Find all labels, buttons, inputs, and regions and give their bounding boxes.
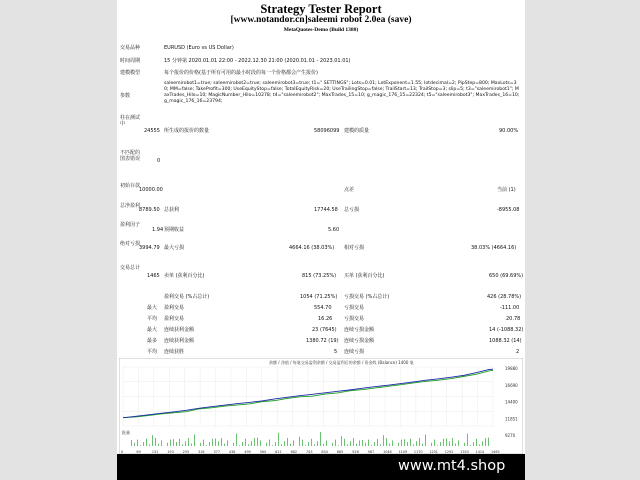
maximal-profit-label: 连续获利金额 — [164, 338, 195, 344]
lot-bar — [254, 438, 255, 446]
x-tick-label: 1292 — [444, 450, 454, 454]
lot-bar — [347, 444, 348, 446]
y-tick-label: 16690 — [505, 382, 518, 388]
max-drawdown-label: 最大亏损 — [164, 245, 185, 251]
mismatch-label: 不匹配的图表错误 — [120, 150, 141, 162]
lot-bar — [476, 439, 477, 446]
lot-bar — [335, 440, 336, 446]
lot-bar — [215, 438, 216, 446]
lot-bar — [437, 445, 438, 446]
lot-label: 批量 — [122, 430, 130, 435]
profit-trades-label: 盈利交易 (%占总计) — [164, 294, 210, 300]
lot-bar — [326, 440, 327, 446]
largest-loss-value: -111.00 — [500, 305, 520, 311]
lot-bar — [239, 445, 240, 446]
lot-bar — [458, 440, 459, 446]
largest-profit-value: 554.70 — [314, 305, 332, 311]
lot-bar — [422, 444, 423, 446]
lot-bar — [482, 441, 483, 446]
lot-bar — [290, 444, 291, 446]
lot-bar — [179, 439, 180, 446]
drawdown-label: 绝对亏损 — [120, 241, 141, 247]
largest-label: 最大 — [147, 305, 158, 311]
x-tick-label: 560 — [259, 450, 267, 454]
lot-bar — [287, 438, 288, 446]
lot-bar — [185, 441, 186, 446]
lot-bar — [419, 438, 420, 446]
lot-bar — [386, 438, 387, 446]
lot-bar — [152, 435, 153, 446]
x-tick-label: 987 — [367, 450, 375, 454]
lot-bar — [416, 441, 417, 446]
lot-bar — [281, 444, 282, 446]
largest-loss-label: 亏损交易 — [344, 305, 365, 311]
avg-cons-label: 平均 — [147, 349, 158, 355]
max-cons-wins-value: 23 (7645) — [312, 327, 337, 333]
mismatch-value: 0 — [157, 158, 161, 164]
lot-bar — [362, 440, 363, 446]
lot-bar — [449, 441, 450, 446]
x-tick-label: 377 — [213, 450, 220, 454]
lot-bar — [158, 444, 159, 446]
lot-bar — [308, 442, 309, 446]
lot-bar — [488, 438, 489, 446]
lot-bar — [173, 439, 174, 446]
max-cons-label: 最大 — [147, 327, 158, 333]
lot-bar — [209, 442, 210, 446]
profit-trades-value: 1054 (71.25%) — [300, 294, 338, 300]
rel-drawdown-value: 38.03% (4664.16) — [471, 245, 517, 251]
long-label: 买单 (获利百分比) — [344, 273, 385, 279]
lot-bar — [455, 444, 456, 446]
lot-bar — [302, 440, 303, 446]
lot-bar — [140, 445, 141, 446]
lot-bar — [341, 436, 342, 446]
y-tick-label: 9270 — [505, 433, 516, 438]
lot-bar — [473, 442, 474, 446]
avg-loss-value: 20.78 — [506, 316, 521, 322]
x-tick-label: 69 — [136, 450, 141, 454]
x-tick-label: 1048 — [383, 450, 392, 454]
trades-value: 1465 — [147, 273, 160, 279]
gross-loss-value: -8955.08 — [497, 207, 520, 213]
lot-bar — [182, 444, 183, 446]
lot-bar — [407, 442, 408, 446]
lot-bar — [149, 444, 150, 446]
report-title: Strategy Tester Report — [260, 2, 382, 16]
x-tick-label: 1109 — [398, 450, 408, 454]
avg-cons-wins-label: 连续获胜 — [164, 349, 185, 355]
y-tick-label: 14400 — [505, 399, 518, 405]
lot-bar — [443, 439, 444, 446]
lot-bar — [305, 445, 306, 446]
lot-bar — [344, 439, 345, 446]
lot-bar — [431, 443, 432, 446]
lot-bar — [374, 442, 375, 446]
lot-bar — [155, 438, 156, 446]
avg-cons-losses-value: 2 — [516, 349, 520, 355]
avg-profit-value: 16.26 — [318, 316, 333, 322]
y-tick-label: 19880 — [505, 366, 518, 371]
x-tick-label: 1465 — [491, 450, 500, 454]
x-tick-label: 743 — [306, 450, 313, 454]
lot-bar — [365, 443, 366, 446]
lot-bar — [170, 440, 171, 446]
lot-bar — [425, 434, 426, 446]
lot-bar — [398, 443, 399, 446]
maximal-loss-label: 连续亏损金额 — [344, 338, 375, 344]
gross-profit-label: 总获利 — [164, 207, 180, 213]
lot-bar — [248, 444, 249, 446]
lot-bar — [272, 445, 273, 446]
maximal-label: 最多 — [147, 338, 158, 344]
lot-bar — [194, 434, 195, 446]
lot-bar — [218, 441, 219, 446]
max-cons-wins-label: 连续获利金额 — [164, 327, 195, 333]
quality-label: 建模的质量 — [344, 128, 370, 134]
lot-bar — [227, 440, 228, 446]
x-tick-label: 316 — [198, 450, 205, 454]
lot-bar — [278, 433, 279, 446]
y-tick-label: 11851 — [505, 416, 518, 422]
expected-value: 5.60 — [328, 227, 340, 233]
symbol-value: EURUSD (Euro vs US Dollar) — [164, 45, 234, 51]
lot-bar — [284, 441, 285, 446]
profit-value: 8789.50 — [139, 207, 160, 213]
maximal-profit-value: 1380.72 (19) — [306, 338, 339, 344]
lot-bar — [134, 443, 135, 446]
lot-bar — [446, 438, 447, 446]
deposit-label: 初始存款 — [120, 183, 141, 189]
x-tick-label: 926 — [352, 450, 359, 454]
lot-bar — [206, 445, 207, 446]
maximal-loss-value: 1088.32 (14) — [489, 338, 522, 344]
model-label: 建模模型 — [120, 70, 141, 76]
short-value: 815 (73.25%) — [302, 273, 337, 279]
lot-bar — [359, 440, 360, 446]
lot-bar — [485, 438, 486, 446]
long-value: 650 (69.69%) — [489, 273, 524, 279]
expected-label: 预期收益 — [164, 227, 185, 233]
lot-bar — [479, 444, 480, 446]
lot-bar — [146, 439, 147, 446]
lot-bar — [389, 444, 390, 446]
lot-bar — [320, 432, 321, 446]
lot-bar — [410, 439, 411, 446]
gross-loss-label: 总亏损 — [344, 207, 360, 213]
lot-bar — [212, 439, 213, 446]
lot-bar — [356, 444, 357, 446]
lot-bar — [434, 440, 435, 446]
x-tick-label: 193 — [167, 450, 174, 454]
lot-bar — [224, 444, 225, 446]
lot-bar — [317, 441, 318, 446]
lot-bar — [137, 440, 138, 446]
watermark-text: www.mt4.shop — [398, 458, 506, 474]
chart-title: 余额 / 净值 / 每笔交易盈利余额 / 交易盈利后的余额 / 资金线 (Balance) 1400 笔 — [269, 360, 414, 365]
profit-label: 总净盈利 — [120, 203, 141, 209]
lot-bar — [269, 440, 270, 446]
avg-loss-label: 亏损交易 — [344, 316, 365, 322]
lot-bar — [188, 438, 189, 446]
symbol-label: 交易品种 — [120, 45, 141, 51]
lot-bar — [464, 443, 465, 446]
lot-bar — [167, 443, 168, 446]
period-label: 时间周期 — [120, 58, 141, 64]
bars-label: 柱在测试中 — [120, 115, 141, 127]
lot-bar — [440, 442, 441, 446]
lot-bar — [233, 443, 234, 446]
lot-bar — [470, 445, 471, 446]
lot-bar — [467, 434, 468, 446]
lot-bar — [452, 438, 453, 446]
lot-bar — [191, 444, 192, 446]
lot-bar — [392, 440, 393, 446]
drawdown-value: 3994.79 — [139, 245, 160, 251]
lot-bar — [131, 440, 132, 446]
lot-bar — [260, 440, 261, 446]
x-tick-label: 0 — [121, 450, 124, 454]
lot-bar — [176, 442, 177, 446]
lot-bar — [161, 440, 162, 446]
x-tick-label: 1414 — [475, 450, 485, 454]
lot-bar — [314, 444, 315, 446]
ticks-label: 所生成的报价的数量 — [164, 128, 210, 134]
factor-label: 盈利因子 — [120, 222, 141, 228]
report-subtitle: [www.notandor.cn]saleemi robot 2.0ea (save) — [230, 15, 412, 25]
lot-bar — [371, 445, 372, 446]
lot-bar — [293, 440, 294, 446]
x-tick-label: 621 — [275, 450, 282, 454]
avg-profit-label: 盈利交易 — [164, 316, 185, 322]
params-label: 参数 — [120, 93, 131, 99]
rel-drawdown-label: 相对亏损 — [344, 245, 365, 251]
lot-bar — [413, 444, 414, 446]
lot-bar — [266, 443, 267, 446]
x-tick-label: 131 — [151, 450, 159, 454]
lot-bar — [200, 443, 201, 446]
factor-value: 1.94 — [152, 227, 164, 233]
lot-bar — [311, 439, 312, 446]
lot-bar — [203, 440, 204, 446]
lot-bar — [380, 444, 381, 446]
lot-bar — [383, 435, 384, 446]
x-tick-label: 1170 — [413, 450, 423, 454]
x-tick-label: 865 — [336, 450, 344, 454]
lot-bar — [368, 440, 369, 446]
lot-bar — [242, 442, 243, 446]
lot-bar — [332, 443, 333, 446]
lot-bar — [353, 438, 354, 446]
quality-value: 90.00% — [499, 128, 519, 134]
largest-profit-label: 盈利交易 — [164, 305, 185, 311]
lot-bar — [257, 438, 258, 446]
x-tick-label: 804 — [321, 450, 328, 454]
average-label: 平均 — [147, 316, 158, 322]
spread-value: 当前 (1) — [497, 187, 516, 193]
lot-bar — [338, 445, 339, 446]
lot-bar — [251, 441, 252, 446]
lot-bar — [236, 434, 237, 446]
lot-bar — [299, 437, 300, 446]
x-tick-label: 1231 — [429, 450, 438, 454]
ticks-value: 58096099 — [314, 128, 340, 134]
max-cons-losses-label: 连续亏损金额 — [344, 327, 375, 333]
avg-cons-losses-label: 连续亏损 — [344, 349, 365, 355]
lot-bar — [401, 440, 402, 446]
x-tick-label: 499 — [244, 450, 251, 454]
gross-profit-value: 17744.58 — [314, 207, 338, 213]
deposit-value: 10000.00 — [139, 187, 163, 193]
lot-bar — [350, 441, 351, 446]
balance-chart — [119, 358, 523, 454]
lot-bar — [323, 444, 324, 446]
x-tick-label: 255 — [182, 450, 190, 454]
max-drawdown-value: 4664.16 (38.03%) — [289, 245, 335, 251]
lot-bar — [143, 442, 144, 446]
loss-trades-label: 亏损交易 (%占总计) — [344, 294, 390, 300]
lot-bar — [275, 442, 276, 446]
model-value: 每个报价的价格(基于所有可用的最小时段的每一个价格都会产生报价) — [164, 70, 318, 76]
period-value: 15 分钟第 2020.01.01 22:00 - 2022.12.30 21:00 (2020.01.01 - 2023.01.01) — [164, 58, 351, 64]
report-page — [117, 0, 525, 480]
lot-bar — [377, 439, 378, 446]
lot-bar — [221, 438, 222, 446]
max-cons-losses-value: 14 (-1088.32) — [489, 327, 524, 333]
loss-trades-value: 426 (28.78%) — [487, 294, 522, 300]
spread-label: 点差 — [344, 187, 355, 193]
x-tick-label: 438 — [228, 450, 236, 454]
short-label: 卖单 (获利百分比) — [164, 273, 205, 279]
x-tick-label: 682 — [290, 450, 298, 454]
lot-bar — [245, 439, 246, 446]
lot-bar — [404, 439, 405, 446]
report-server: MetaQuotes-Demo (Build 1380) — [283, 27, 359, 33]
x-tick-label: 1353 — [460, 450, 469, 454]
bars-value: 24555 — [144, 128, 160, 134]
params-value: saleemirobot1=true; saleemirobot2=true; saleemirobot3=true; t1=" SETTINGS"; Lots=0.01; LotExponent=1.55; lotdecimal=2; PipStep=800; MaxLots=30; MM=false; TakeProfit=300; UseEquityStop=false; TotalEquityRisk=20; UseTrailingStop=false; TrailStart=13; TrailStop=3; slip=5; t3="saleemirobot1"; MaxTrades_Hilo=10; MagicNumber_Hilo=10278; t4="saleemirobot2"; MaxTrades_15=10; g_magic_176_15=22324; t5="saleemirobot3"; MaxTrades_16=10; g_magic_176_16=23794; — [164, 81, 520, 104]
avg-cons-wins-value: 5 — [334, 349, 338, 355]
trades-label: 交易总计 — [120, 265, 141, 271]
